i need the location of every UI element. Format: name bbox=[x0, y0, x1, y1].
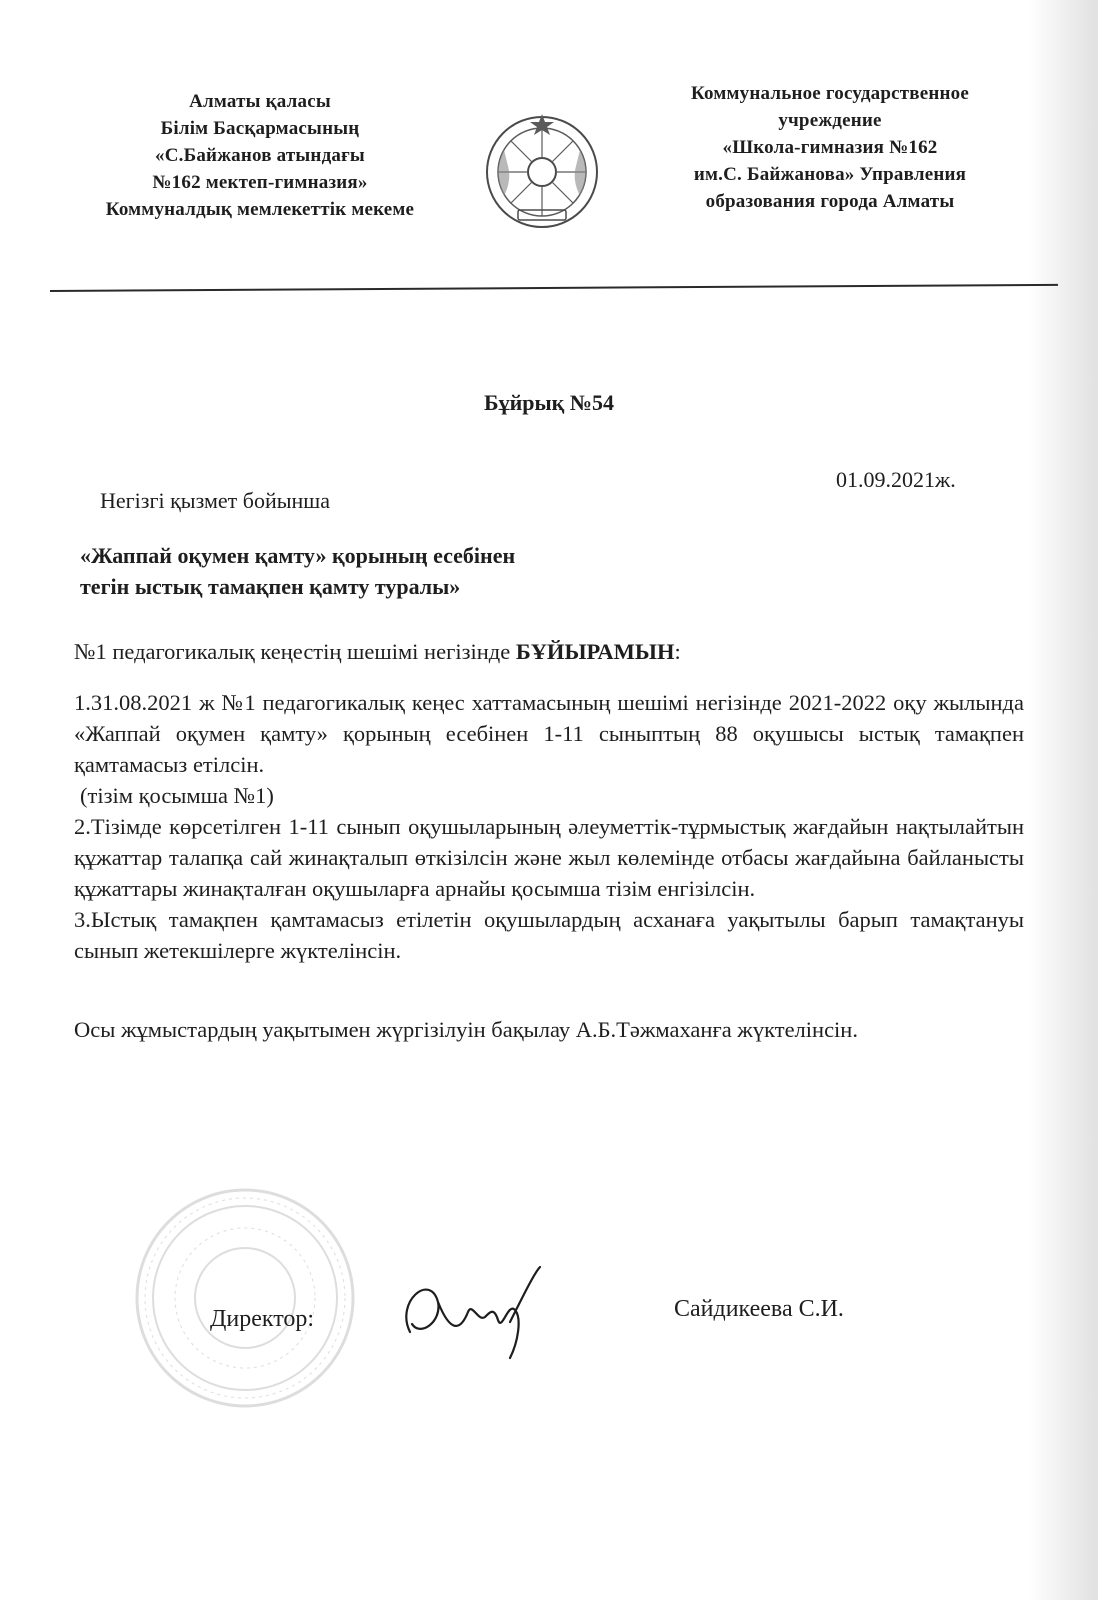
order-item-1: 1.31.08.2021 ж №1 педагогикалық кеңес хаттамасының шешімі негізінде 2021-2022 оқу жылында «Жаппай оқумен қамту» қорының есебінен 1-11 сыныптың 88 оқушысы ыстық тамақпен қамтамасыз етілсін. bbox=[74, 690, 1024, 777]
subject-line: тегін ыстық тамақпен қамту туралы» bbox=[80, 574, 461, 599]
header-right-line: «Школа-гимназия №162 bbox=[722, 137, 938, 158]
header-right-line: образования города Алматы bbox=[705, 191, 955, 212]
header-right-line: учреждение bbox=[778, 110, 882, 131]
official-stamp-icon bbox=[130, 1178, 360, 1418]
header-left-line: Коммуналдық мемлекеттік мекеме bbox=[105, 199, 415, 220]
control-clause: Осы жұмыстардың уақытымен жүргізілуін бақылау А.Б.Тәжмаханға жүктелінсін. bbox=[74, 1017, 858, 1042]
order-basis: Негізгі қызмет бойынша bbox=[100, 488, 330, 513]
preamble-keyword: БҰЙЫРАМЫН bbox=[515, 639, 675, 664]
subject-line: «Жаппай оқумен қамту» қорының есебінен bbox=[80, 543, 516, 568]
header-right-line: Коммунальное государственное bbox=[690, 83, 969, 104]
preamble-end: : bbox=[674, 639, 681, 664]
header-russian bbox=[640, 80, 1020, 215]
order-subject bbox=[80, 540, 515, 602]
state-emblem-icon bbox=[482, 110, 602, 240]
header-divider bbox=[50, 284, 1058, 292]
preamble bbox=[74, 636, 1024, 667]
director-label: Директор: bbox=[210, 1306, 315, 1332]
header-left-line: Алматы қаласы bbox=[189, 91, 331, 112]
header-left-line: Білім Басқармасының bbox=[160, 118, 360, 139]
handwritten-signature-icon bbox=[390, 1262, 550, 1372]
header-left-line: №162 мектеп-гимназия» bbox=[152, 172, 368, 193]
page-edge-shadow bbox=[1028, 0, 1098, 1600]
header-kazakh bbox=[40, 88, 480, 223]
header-left-line: «С.Байжанов атындағы bbox=[155, 145, 365, 166]
order-date: 01.09.2021ж. bbox=[836, 467, 956, 492]
order-title: Бұйрық №54 bbox=[484, 390, 614, 415]
order-item-1-note: (тізім қосымша №1) bbox=[80, 783, 274, 808]
order-body bbox=[74, 636, 1024, 1045]
director-name: Сайдикеева С.И. bbox=[674, 1296, 844, 1322]
order-item-2: 2.Тізімде көрсетілген 1-11 сынып оқушыларының әлеуметтік-тұрмыстық жағдайын нақтылайтын құжаттар талапқа сай жинақталып өткізілсін және жыл көлемінде отбасы жағдайына байланысты құжаттары жинақталған оқушыларға арнайы қосымша тізім енгізілсін. bbox=[74, 814, 1024, 901]
order-item-3: 3.Ыстық тамақпен қамтамасыз етілетін оқушылардың асханаға уақытылы барып тамақтануы сынып жетекшілерге жүктелінсін. bbox=[74, 907, 1024, 963]
preamble-text: №1 педагогикалық кеңестің шешімі негізінде bbox=[74, 639, 516, 664]
header-right-line: им.С. Байжанова» Управления bbox=[693, 164, 967, 185]
